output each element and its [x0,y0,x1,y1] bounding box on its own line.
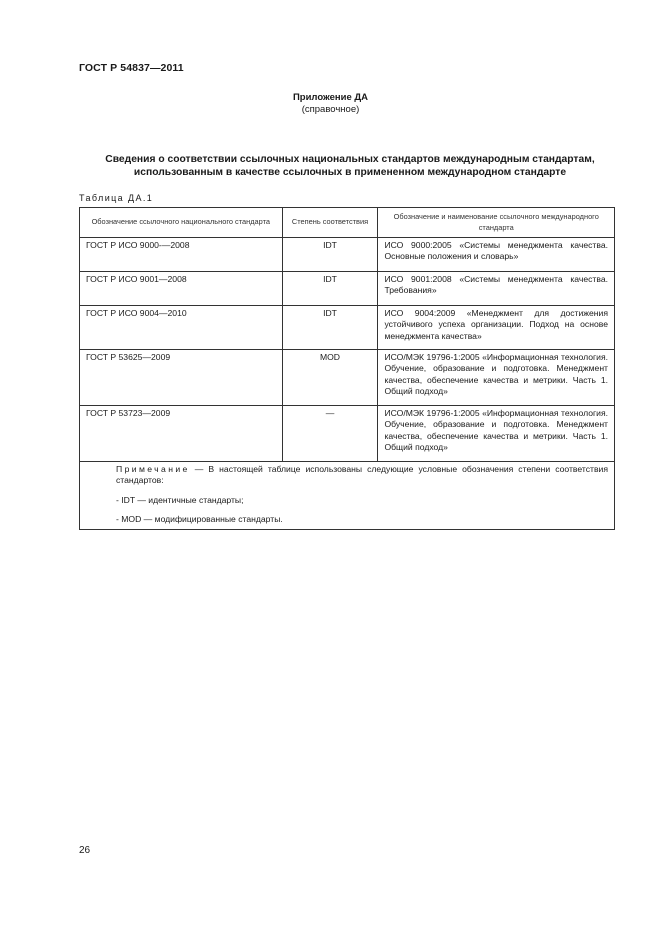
standard-number: ГОСТ Р 54837—2011 [79,62,184,74]
note-text: — В настоящей таблице использованы следующие условные обозначения степени соответствия стандартов: [116,464,608,486]
header-international-standard: Обозначение и наименование ссылочного международного стандарта [378,208,615,238]
section-title [60,153,640,179]
national-standard-cell: ГОСТ Р 53723—2009 [80,406,283,462]
annex-heading [0,92,661,116]
section-title-line-1: Сведения о соответствии ссылочных национальных стандартов международным стандартам, [105,154,595,165]
annex-title: Приложение ДА [292,92,369,103]
note-paragraph [86,464,608,487]
table-caption: Таблица ДА.1 [79,193,154,203]
correspondence-table [79,207,615,530]
table-row [80,306,615,350]
national-standard-cell: ГОСТ Р ИСО 9000-—2008 [80,238,283,272]
national-standard-cell: ГОСТ Р 53625—2009 [80,350,283,406]
section-title-line-2: использованным в качестве ссылочных в примененном международном стандарте [133,167,567,178]
international-standard-cell: ИСО 9001:2008 «Системы менеджмента качества. Требования» [378,272,615,306]
page-number: 26 [79,845,91,856]
degree-cell: IDT [282,238,378,272]
header-degree: Степень соответствия [282,208,378,238]
degree-cell: — [282,406,378,462]
national-standard-cell: ГОСТ Р ИСО 9001—2008 [80,272,283,306]
note-item-idt: - IDT — идентичные стандарты; [116,494,244,505]
table-row [80,406,615,462]
degree-cell: IDT [282,306,378,350]
national-standard-cell: ГОСТ Р ИСО 9004—2010 [80,306,283,350]
degree-cell: MOD [282,350,378,406]
annex-subtitle: (справочное) [301,104,360,115]
international-standard-cell: ИСО 9004:2009 «Менеджмент для достижения устойчивого успеха организации. Подход на основе менеджмента качества» [378,306,615,350]
international-standard-cell: ИСО/МЭК 19796-1:2005 «Информационная технология. Обучение, образование и подготовка. Менеджмент качества, обеспечение качества и метрики. Часть 1. Общий подход» [378,406,615,462]
table-header-row [80,208,615,238]
table-note [80,462,615,530]
international-standard-cell: ИСО/МЭК 19796-1:2005 «Информационная технология. Обучение, образование и подготовка. Менеджмент качества, обеспечение качества и метрики. Часть 1. Общий подход» [378,350,615,406]
table-row [80,350,615,406]
table-row [80,272,615,306]
header-national-standard: Обозначение ссылочного национального стандарта [80,208,283,238]
note-item-mod: - MOD — модифицированные стандарты. [116,514,283,525]
international-standard-cell: ИСО 9000:2005 «Системы менеджмента качества. Основные положения и словарь» [378,238,615,272]
table-note-row [80,462,615,530]
table-row [80,238,615,272]
note-label: Примечание [116,464,190,474]
degree-cell: IDT [282,272,378,306]
